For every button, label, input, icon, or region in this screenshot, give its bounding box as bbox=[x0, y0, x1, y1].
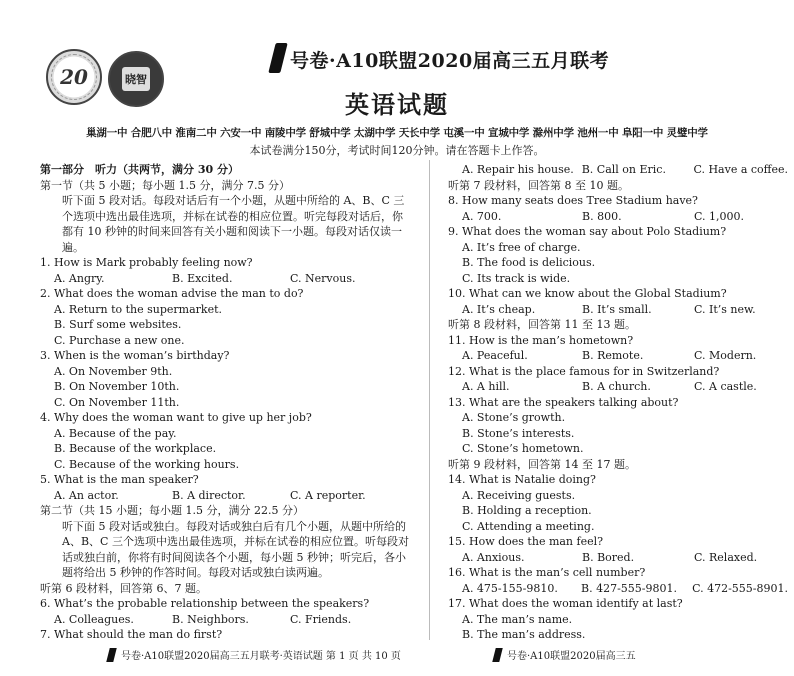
left-column bbox=[40, 162, 410, 643]
question-9: 9. What does the woman say about Polo Stadium? bbox=[448, 225, 727, 238]
question-7: 7. What should the man do first? bbox=[40, 628, 223, 641]
option-b: B. Remote. bbox=[582, 349, 644, 362]
question-8: 8. How many seats does Tree Stadium have? bbox=[448, 194, 698, 207]
question-14: 14. What is Natalie doing? bbox=[448, 473, 596, 486]
question-16: 16. What is the man’s cell number? bbox=[448, 566, 646, 579]
part-heading: 第一部分 听力（共两节，满分 30 分） bbox=[40, 163, 239, 176]
option-a: A. A hill. bbox=[462, 380, 510, 393]
option-a: A. Angry. bbox=[54, 271, 105, 285]
option-b: B. Neighbors. bbox=[172, 612, 249, 626]
option-b: B. Stone’s interests. bbox=[462, 426, 575, 440]
material-9-note: 听第 9 段材料，回答第 14 至 17 题。 bbox=[448, 457, 636, 471]
question-11: 11. How is the man’s hometown? bbox=[448, 333, 634, 347]
question-8-options bbox=[448, 209, 788, 225]
column-divider bbox=[429, 160, 430, 640]
section2-heading: 第二节（共 15 小题；每小题 1.5 分，满分 22.5 分） bbox=[40, 504, 304, 517]
option-a: A. Return to the supermarket. bbox=[54, 302, 223, 316]
question-11-options bbox=[448, 348, 788, 364]
option-c: C. Attending a meeting. bbox=[462, 519, 595, 533]
section1-instructions: 听下面 5 段对话。每段对话后有一个小题，从题中所给的 A、B、C 三个选项中选出最佳选项，并标在试卷的相应位置。听完每段对话后，你都有 10 秒钟的时间来回答有关小题和阅读下一小题。每段对话仅读一遍。 bbox=[62, 194, 405, 254]
option-b: B. Holding a reception. bbox=[462, 504, 592, 517]
question-6-options bbox=[40, 612, 410, 628]
question-6: 6. What’s the probable relationship between the speakers? bbox=[40, 597, 370, 610]
option-b: B. Because of the workplace. bbox=[54, 442, 217, 455]
logo-emblem: 晓智 bbox=[122, 67, 150, 91]
question-5: 5. What is the man speaker? bbox=[40, 473, 199, 486]
section1-heading: 第一节（共 5 小题；每小题 1.5 分，满分 7.5 分） bbox=[40, 178, 290, 192]
option-a: A. Peaceful. bbox=[462, 349, 528, 362]
question-16-options bbox=[448, 581, 788, 597]
option-b: B. Call on Eric. bbox=[581, 163, 666, 176]
option-b: B. The man’s address. bbox=[462, 628, 586, 641]
material-7-note: 听第 7 段材料，回答第 8 至 10 题。 bbox=[448, 178, 629, 192]
option-c: C. Stone’s hometown. bbox=[462, 442, 584, 455]
question-7-options bbox=[448, 162, 788, 178]
option-c: C. On November 11th. bbox=[54, 395, 180, 409]
exam-note: 本试卷满分150分，考试时间120分钟。请在答题卡上作答。 bbox=[249, 144, 545, 157]
question-10: 10. What can we know about the Global Stadium? bbox=[448, 287, 727, 300]
option-b: B. Surf some websites. bbox=[54, 318, 182, 331]
option-b: B. On November 10th. bbox=[54, 380, 180, 393]
question-3: 3. When is the woman’s birthday? bbox=[40, 349, 230, 362]
brand-mark-icon bbox=[492, 648, 502, 662]
option-b: B. Excited. bbox=[172, 271, 233, 285]
option-c: C. A reporter. bbox=[290, 488, 366, 502]
option-c: C. Friends. bbox=[290, 612, 352, 626]
option-a: A. On November 9th. bbox=[54, 364, 173, 378]
section2-instructions: 听下面 5 段对话或独白。每段对话或独白后有几个小题，从题中所给的 A、B、C 三个选项中选出最佳选项，并标在试卷的相应位置。听每段对话或独白前，你将有时间阅读各个小题，每小题 5 秒钟；听完后，各小题将给出 5 秒钟的作答时间。每段对话或独白读两遍。 bbox=[62, 519, 409, 579]
school-list: 巢湖一中 合肥八中 淮南二中 六安一中 南陵中学 舒城中学 太湖中学 天长中学 屯溪一中 宣城中学 滁州中学 池州一中 阜阳一中 灵璧中学 bbox=[86, 127, 708, 139]
question-12-options bbox=[448, 379, 788, 395]
question-2: 2. What does the woman advise the man to do? bbox=[40, 287, 304, 300]
option-a: A. Stone’s growth. bbox=[462, 411, 566, 424]
option-a: A. Repair his house. bbox=[462, 163, 574, 176]
option-c: C. 1,000. bbox=[694, 209, 745, 223]
right-column bbox=[448, 162, 788, 643]
footer-text: 号卷·A10联盟2020届高三五月联考·英语试题 第 1 页 共 10 页 bbox=[121, 651, 401, 662]
question-13: 13. What are the speakers talking about? bbox=[448, 395, 679, 409]
option-b: B. Bored. bbox=[582, 550, 635, 564]
page-footer-left bbox=[108, 647, 401, 662]
option-a: A. Receiving guests. bbox=[462, 488, 576, 502]
question-1: 1. How is Mark probably feeling now? bbox=[40, 256, 253, 269]
option-a: A. Anxious. bbox=[462, 550, 525, 564]
option-a: A. It’s cheap. bbox=[462, 302, 536, 316]
option-a: A. 700. bbox=[462, 209, 502, 223]
option-a: A. The man’s name. bbox=[462, 612, 573, 626]
option-c: C. It’s new. bbox=[694, 302, 756, 316]
option-b: B. 427-555-9801. bbox=[581, 581, 677, 595]
option-a: A. It’s free of charge. bbox=[462, 240, 581, 254]
option-c: C. A castle. bbox=[694, 380, 757, 393]
option-b: B. 800. bbox=[582, 209, 622, 223]
material-6-note: 听第 6 段材料，回答第 6、7 题。 bbox=[40, 581, 207, 595]
question-5-options bbox=[40, 488, 410, 504]
option-c: C. Nervous. bbox=[290, 271, 356, 285]
question-10-options bbox=[448, 302, 788, 318]
logo-number: 20 bbox=[60, 65, 88, 89]
option-a: A. 475-155-9810. bbox=[462, 581, 558, 595]
option-a: A. Because of the pay. bbox=[54, 426, 177, 440]
option-c: C. Relaxed. bbox=[694, 550, 758, 564]
option-b: B. It’s small. bbox=[582, 302, 652, 316]
page-footer-right bbox=[494, 647, 636, 662]
question-1-options bbox=[40, 271, 410, 287]
question-12: 12. What is the place famous for in Switzerland? bbox=[448, 364, 720, 378]
option-b: B. A director. bbox=[172, 488, 246, 502]
option-a: A. An actor. bbox=[54, 488, 119, 502]
question-17: 17. What does the woman identify at last? bbox=[448, 597, 683, 610]
option-c: C. Because of the working hours. bbox=[54, 457, 240, 471]
subject-title: 英语试题 bbox=[345, 90, 449, 119]
option-c: C. 472-555-8901. bbox=[692, 581, 788, 595]
brand-mark-icon bbox=[106, 648, 116, 662]
option-c: C. Modern. bbox=[694, 349, 757, 362]
option-b: B. The food is delicious. bbox=[462, 256, 596, 269]
footer-text: 号卷·A10联盟2020届高三五 bbox=[507, 651, 636, 662]
question-15: 15. How does the man feel? bbox=[448, 535, 604, 548]
brand-mark-icon bbox=[268, 43, 287, 73]
question-15-options bbox=[448, 550, 788, 566]
option-c: C. Its track is wide. bbox=[462, 271, 571, 285]
option-c: C. Have a coffee. bbox=[693, 163, 788, 176]
option-b: B. A church. bbox=[582, 380, 651, 393]
option-c: C. Purchase a new one. bbox=[54, 333, 185, 347]
material-8-note: 听第 8 段材料，回答第 11 至 13 题。 bbox=[448, 318, 636, 331]
question-4: 4. Why does the woman want to give up her job? bbox=[40, 411, 312, 424]
exam-title: 号卷·A10联盟2020届高三五月联考 bbox=[290, 50, 610, 72]
option-a: A. Colleagues. bbox=[54, 612, 134, 626]
